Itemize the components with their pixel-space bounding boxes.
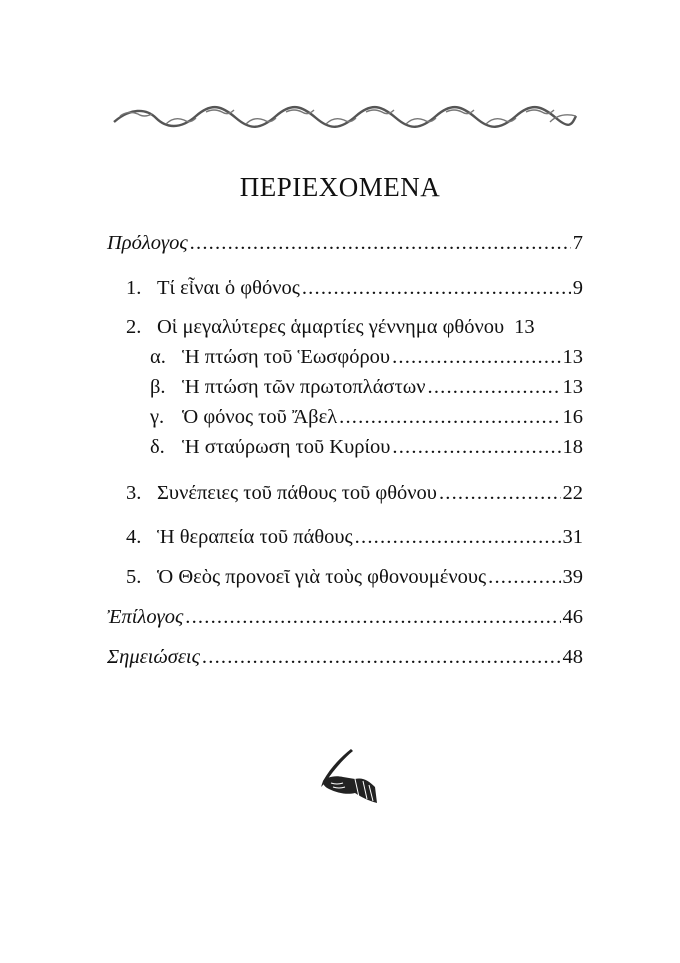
toc-entry-label: Ἐπίλογος bbox=[107, 606, 184, 628]
dot-leader bbox=[190, 232, 571, 255]
toc-entry-epilogue[interactable] bbox=[107, 606, 583, 634]
toc-entry-label: Ὁ φόνος τοῦ Ἄβελ bbox=[182, 406, 338, 428]
toc-entry-label: Ἡ πτώση τοῦ Ἑωσφόρου bbox=[182, 346, 391, 368]
dot-leader bbox=[392, 436, 560, 459]
dot-leader bbox=[439, 482, 561, 505]
toc-entry-label: Σημειώσεις bbox=[107, 646, 200, 668]
toc-page-number: 13 bbox=[514, 316, 535, 338]
toc-page-number: 18 bbox=[562, 436, 583, 458]
toc-entry-number: α. bbox=[150, 346, 166, 368]
toc-entry-label: Ἡ σταύρωση τοῦ Κυρίου bbox=[182, 436, 391, 458]
dot-leader bbox=[355, 526, 561, 549]
toc-page-number: 13 bbox=[562, 346, 583, 368]
toc-entry-number: 1. bbox=[126, 277, 142, 299]
toc-entry-label: Συνέπειες τοῦ πάθους τοῦ φθόνου bbox=[157, 482, 437, 504]
toc-entry-1[interactable] bbox=[126, 277, 583, 305]
toc-entry-2[interactable] bbox=[126, 316, 583, 344]
toc-entry-label: Ἡ θεραπεία τοῦ πάθους bbox=[157, 526, 353, 548]
toc-entry-number: 4. bbox=[126, 526, 142, 548]
dot-leader bbox=[392, 346, 560, 369]
toc-entry-number: γ. bbox=[150, 406, 165, 428]
toc-page-number: 13 bbox=[562, 376, 583, 398]
toc-page-number: 48 bbox=[562, 646, 583, 668]
toc-page-number: 7 bbox=[572, 232, 583, 254]
dot-leader bbox=[488, 566, 560, 589]
toc-entry-label: Τί εἶναι ὁ φθόνος bbox=[157, 277, 300, 299]
dot-leader bbox=[428, 376, 561, 399]
dot-leader bbox=[339, 406, 560, 429]
toc-page-number: 9 bbox=[572, 277, 583, 299]
toc-entry-2c[interactable] bbox=[150, 406, 583, 434]
toc-entry-number: 5. bbox=[126, 566, 142, 588]
dot-leader bbox=[185, 606, 560, 629]
toc-entry-number: 3. bbox=[126, 482, 142, 504]
toc-page-number: 22 bbox=[562, 482, 583, 504]
toc-entry-notes[interactable] bbox=[107, 646, 583, 674]
toc-entry-label: Οἱ μεγαλύτερες ἁμαρτίες γέννημα φθόνου bbox=[157, 316, 505, 338]
page-title: ΠΕΡΙΕΧΟΜΕΝΑ bbox=[239, 172, 441, 202]
toc-entry-4[interactable] bbox=[126, 526, 583, 554]
toc-entry-label: Ἡ πτώση τῶν πρωτοπλάστων bbox=[182, 376, 426, 398]
hand-quill-icon bbox=[311, 747, 381, 807]
dot-leader bbox=[302, 277, 571, 300]
toc-entry-3[interactable] bbox=[126, 482, 583, 510]
toc-entry-number: 2. bbox=[126, 316, 142, 338]
toc-entry-2b[interactable] bbox=[150, 376, 583, 404]
toc-entry-prologue[interactable] bbox=[107, 232, 583, 260]
toc-entry-2a[interactable] bbox=[150, 346, 583, 374]
toc-entry-number: β. bbox=[150, 376, 166, 398]
toc-entry-label: Ὁ Θεὸς προνοεῖ γιὰ τοὺς φθονουμένους bbox=[157, 566, 487, 588]
scroll-ornament-icon bbox=[110, 104, 580, 132]
toc-entry-number: δ. bbox=[150, 436, 165, 458]
toc-entry-label: Πρόλογος bbox=[107, 232, 188, 254]
toc-entry-5[interactable] bbox=[126, 566, 583, 594]
toc-page-number: 16 bbox=[562, 406, 583, 428]
toc-page-number: 31 bbox=[562, 526, 583, 548]
toc-page-number: 39 bbox=[562, 566, 583, 588]
toc-entry-2d[interactable] bbox=[150, 436, 583, 464]
dot-leader bbox=[202, 646, 561, 669]
toc-page-number: 46 bbox=[562, 606, 583, 628]
